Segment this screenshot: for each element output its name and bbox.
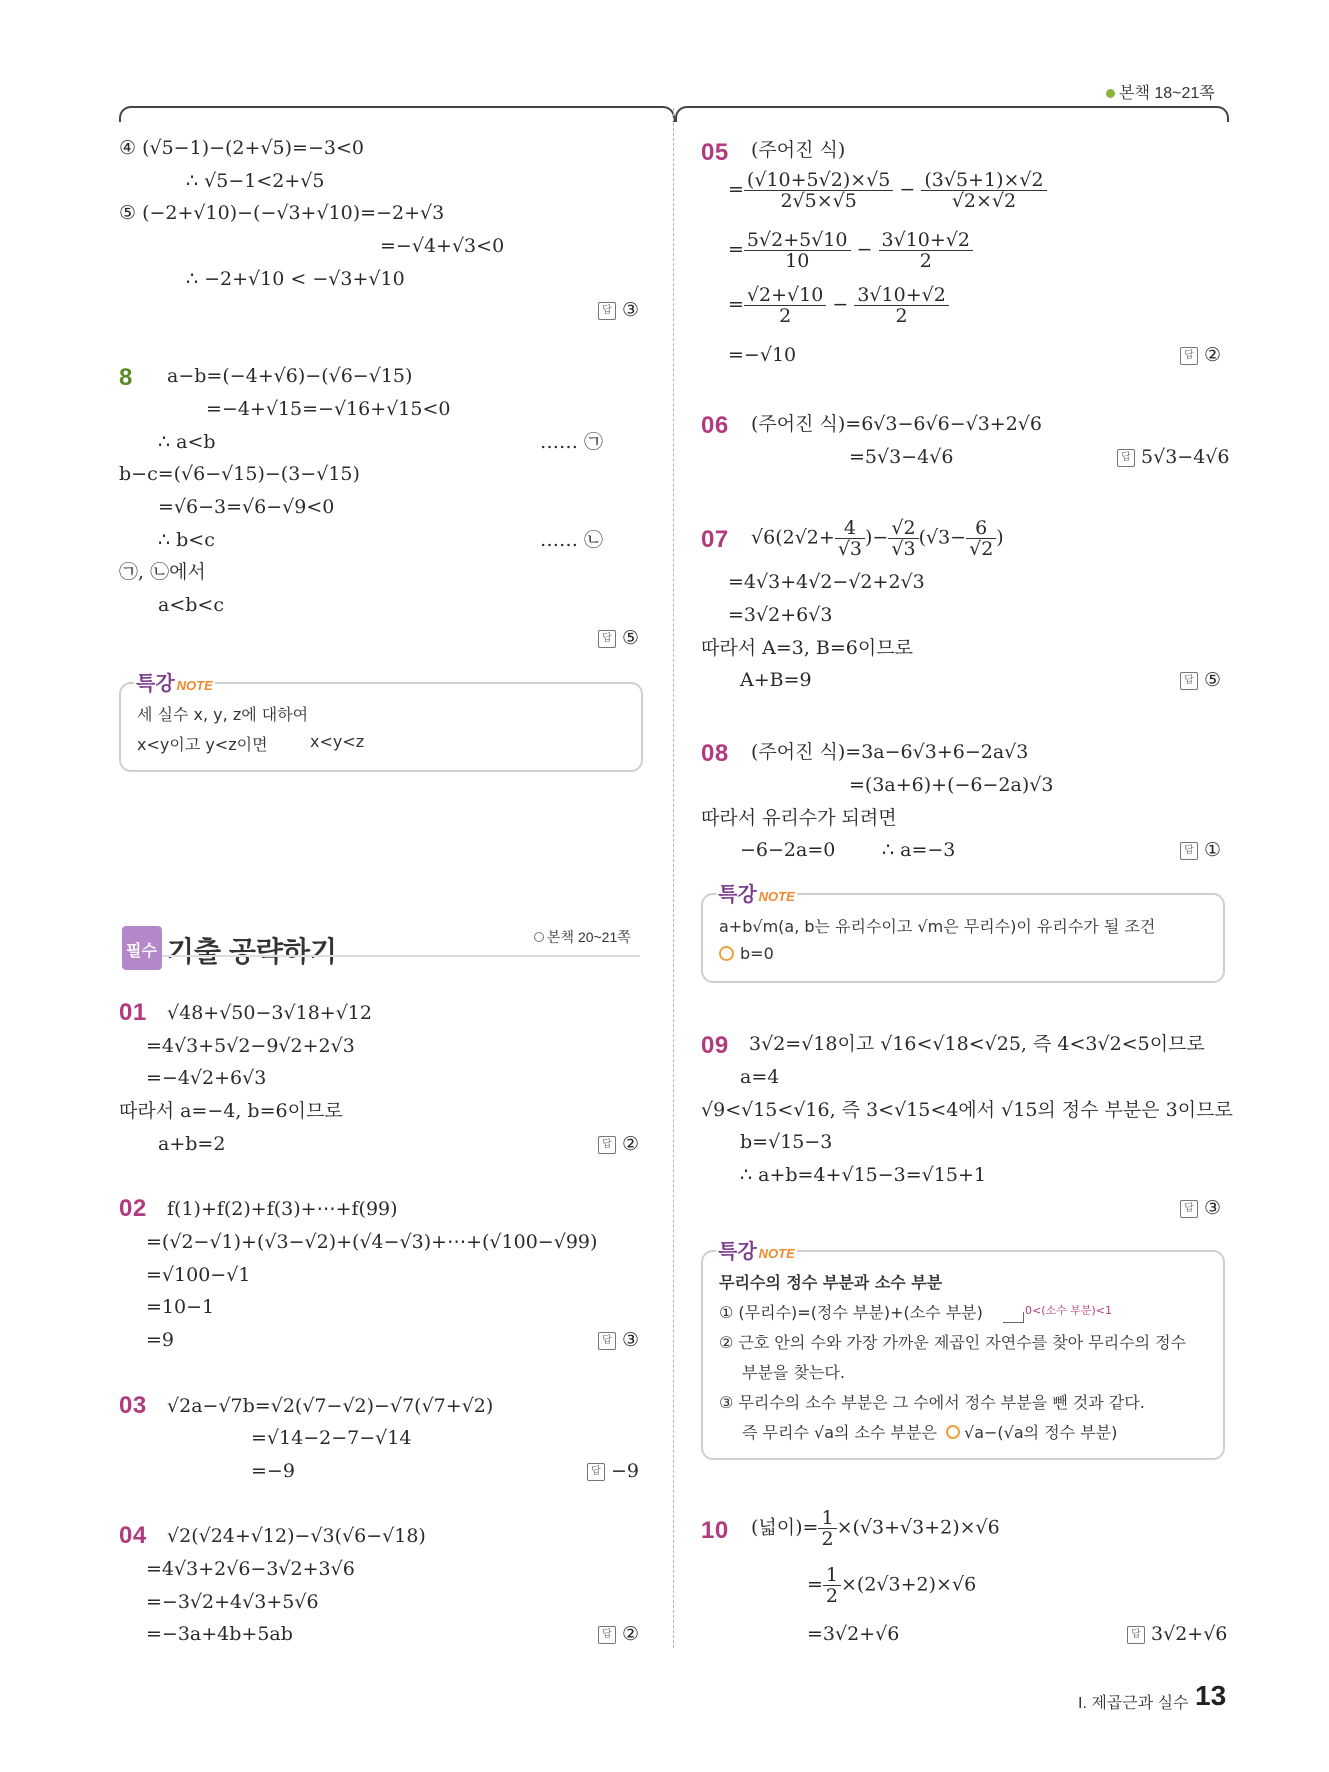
note-line: 세 실수 x, y, z에 대하여 xyxy=(137,705,309,724)
line: ∴ a=−3 xyxy=(882,839,956,861)
line: =−4+√15=−√16+√15<0 xyxy=(206,398,451,420)
page-ref: 본책 18~21쪽 xyxy=(1106,80,1215,103)
line: =10−1 xyxy=(146,1296,215,1318)
arrow-circle-icon xyxy=(946,1425,960,1439)
line: b=√15−3 xyxy=(740,1131,833,1153)
line: =(√2−√1)+(√3−√2)+(√4−√3)+⋯+(√100−√99) xyxy=(146,1231,598,1253)
line: =−√10 xyxy=(728,344,797,366)
note-tag: 특강 NOTE xyxy=(134,667,215,696)
fraction-line: = $\frac{√2+√10}{2}$ − $\frac{3√10+√2}{2}$ xyxy=(728,285,949,326)
line: =4√3+4√2−√2+2√3 xyxy=(728,571,925,593)
question-number: 06 xyxy=(701,412,729,439)
line: ∴ −2+√10 < −√3+√10 xyxy=(186,268,405,290)
answer-icon: 답 xyxy=(598,1626,616,1644)
question-number: 01 xyxy=(119,999,147,1026)
note-line: x<y이고 y<z이면 xyxy=(137,735,268,754)
line: ∴ b<c xyxy=(158,529,215,551)
question-number: 04 xyxy=(119,1522,147,1549)
mark: …… ㉡ xyxy=(540,529,604,551)
answer: 답 ⑤ xyxy=(1180,668,1221,692)
line: =−9 xyxy=(251,1460,295,1482)
fraction-line: = $\frac{1}{2}$ ×(2√3+2)×√6 xyxy=(807,1564,977,1607)
note-line: a+b√m(a, b는 유리수이고 √m은 무리수)이 유리수가 될 조건 xyxy=(719,917,1156,936)
question-number: 05 xyxy=(701,139,729,166)
green-dot-icon xyxy=(1106,89,1115,98)
answer: 답 ② xyxy=(598,1622,639,1646)
line: (주어진 식)=3a−6√3+6−2a√3 xyxy=(751,741,1029,763)
line: =3√2+6√3 xyxy=(728,604,833,626)
line: √48+√50−3√18+√12 xyxy=(167,1002,372,1024)
answer-icon: 답 xyxy=(598,1332,616,1350)
answer-icon: 답 xyxy=(1180,1200,1198,1218)
answer-icon: 답 xyxy=(598,630,616,648)
section-title: 기출 공략하기 xyxy=(167,936,338,967)
answer: 답 5√3−4√6 xyxy=(1117,445,1230,469)
answer: 답 −9 xyxy=(587,1459,639,1483)
question-number: 03 xyxy=(119,1392,147,1419)
note-tag: 특강 NOTE xyxy=(716,1235,797,1264)
fraction-line: √6(2√2+ $\frac{4}{√3}$ )− $\frac{√2}{√3}$ (√3− $\frac{6}{√2}$ ) xyxy=(751,517,1004,560)
answer: 답 ① xyxy=(1180,838,1221,862)
answer-icon: 답 xyxy=(598,302,616,320)
line: f(1)+f(2)+f(3)+⋯+f(99) xyxy=(167,1198,398,1220)
page-number: 13 xyxy=(1195,1680,1227,1711)
question-number: 10 xyxy=(701,1517,729,1544)
line: ④ (√5−1)−(2+√5)=−3<0 xyxy=(119,137,364,159)
note-line: ③ 무리수의 소수 부분은 그 수에서 정수 부분을 뺀 것과 같다. xyxy=(719,1393,1145,1412)
fraction-line: = $\frac{5√2+5√10}{10}$ − $\frac{3√10+√2}{2}$ xyxy=(728,230,973,271)
line: =√100−√1 xyxy=(146,1264,251,1286)
line: A+B=9 xyxy=(740,669,812,691)
answer: 답 ② xyxy=(598,1132,639,1156)
line: =−4√2+6√3 xyxy=(146,1067,267,1089)
line: √2a−√7b=√2(√7−√2)−√7(√7+√2) xyxy=(167,1395,494,1417)
chapter-label: I. 제곱근과 실수 xyxy=(1078,1695,1189,1712)
arrow-circle-icon xyxy=(719,946,734,961)
line: ∴ a<b xyxy=(158,431,216,453)
line: =(3a+6)+(−6−2a)√3 xyxy=(849,774,1054,796)
line: √2(√24+√12)−√3(√6−√18) xyxy=(167,1525,426,1547)
line: a+b=2 xyxy=(158,1133,226,1155)
line: 따라서 a=−4, b=6이므로 xyxy=(119,1100,343,1122)
mark: …… ㉠ xyxy=(540,431,604,453)
line: ⑤ (−2+√10)−(−√3+√10)=−2+√3 xyxy=(119,202,445,224)
answer-icon: 답 xyxy=(1117,449,1135,467)
question-number: 09 xyxy=(701,1032,729,1059)
answer: 답 ③ xyxy=(598,1328,639,1352)
line: ㉠, ㉡에서 xyxy=(119,561,206,583)
circle-icon xyxy=(534,932,544,942)
line: =5√3−4√6 xyxy=(849,446,954,468)
answer: 답 ③ xyxy=(1180,1196,1221,1220)
line: ∴ √5−1<2+√5 xyxy=(186,170,325,192)
line: =−3√2+4√3+5√6 xyxy=(146,1591,319,1613)
question-number: 08 xyxy=(701,740,729,767)
top-frame-left xyxy=(119,106,675,122)
fraction-line: (넓이)= $\frac{1}{2}$ ×(√3+√3+2)×√6 xyxy=(751,1507,1000,1550)
line: =−√4+√3<0 xyxy=(380,235,505,257)
answer-icon: 답 xyxy=(1127,1626,1145,1644)
fraction-line: = $\frac{(√10+5√2)\times√5}{2√5\times√5}$ − $\frac{(3√5+1)\times√2}{√2\times√2}$ xyxy=(728,170,1047,211)
question-number: 07 xyxy=(701,526,729,553)
line: 따라서 A=3, B=6이므로 xyxy=(701,637,913,659)
line: 따라서 유리수가 되려면 xyxy=(701,807,897,829)
top-frame-right xyxy=(675,106,1229,122)
answer: 답 3√2+√6 xyxy=(1127,1622,1227,1646)
answer: 답 ③ xyxy=(598,298,639,322)
note-line: ② 근호 안의 수와 가장 가까운 제곱인 자연수를 찾아 무리수의 정수 xyxy=(719,1333,1187,1352)
answer: 답 ② xyxy=(1180,343,1221,367)
answer-icon: 답 xyxy=(1180,672,1198,690)
section-ref: 본책 20~21쪽 xyxy=(534,927,631,947)
note-line: 부분을 찾는다. xyxy=(742,1363,845,1382)
line: (주어진 식)=6√3−6√6−√3+2√6 xyxy=(751,413,1043,435)
column-divider xyxy=(673,108,674,1648)
question-number: 02 xyxy=(119,1195,147,1222)
section-badge-label: 필수 xyxy=(126,943,157,960)
line: 3√2=√18이고 √16<√18<√25, 즉 4<3√2<5이므로 xyxy=(749,1033,1205,1055)
answer: 답 ⑤ xyxy=(598,626,639,650)
bracket-arrow xyxy=(1003,1312,1024,1323)
line: a=4 xyxy=(740,1066,780,1088)
note-line: 즉 무리수 √a의 소수 부분은 √a−(√a의 정수 부분) xyxy=(742,1423,1118,1442)
question-number: 8 xyxy=(119,364,133,391)
note-line: ① (무리수)=(정수 부분)+(소수 부분) xyxy=(719,1303,983,1322)
section-underline xyxy=(162,955,640,957)
line: =−3a+4b+5ab xyxy=(146,1623,293,1645)
line: =√6−3=√6−√9<0 xyxy=(158,496,335,518)
answer-icon: 답 xyxy=(587,1463,605,1481)
answer-icon: 답 xyxy=(1180,347,1198,365)
line: b−c=(√6−√15)−(3−√15) xyxy=(119,463,360,485)
line: a−b=(−4+√6)−(√6−√15) xyxy=(167,365,413,387)
note-tag: 특강 NOTE xyxy=(716,878,797,907)
line: =3√2+√6 xyxy=(807,1623,900,1645)
note-line: x<y<z xyxy=(310,732,365,751)
note-title: 무리수의 정수 부분과 소수 부분 xyxy=(719,1273,943,1292)
line: =√14−2−7−√14 xyxy=(251,1427,412,1449)
line: a<b<c xyxy=(158,594,224,616)
line: √9<√15<√16, 즉 3<√15<4에서 √15의 정수 부분은 3이므로 xyxy=(701,1099,1233,1121)
note-line: b=0 xyxy=(719,944,774,963)
note-side: 0<(소수 부분)<1 xyxy=(1025,1304,1113,1317)
line: =4√3+2√6−3√2+3√6 xyxy=(146,1558,355,1580)
answer-icon: 답 xyxy=(598,1136,616,1154)
line: =4√3+5√2−9√2+2√3 xyxy=(146,1035,355,1057)
line: −6−2a=0 xyxy=(740,839,836,861)
answer-icon: 답 xyxy=(1180,842,1198,860)
line: ∴ a+b=4+√15−3=√15+1 xyxy=(740,1164,986,1186)
line: =9 xyxy=(146,1329,175,1351)
line: (주어진 식) xyxy=(751,139,846,161)
